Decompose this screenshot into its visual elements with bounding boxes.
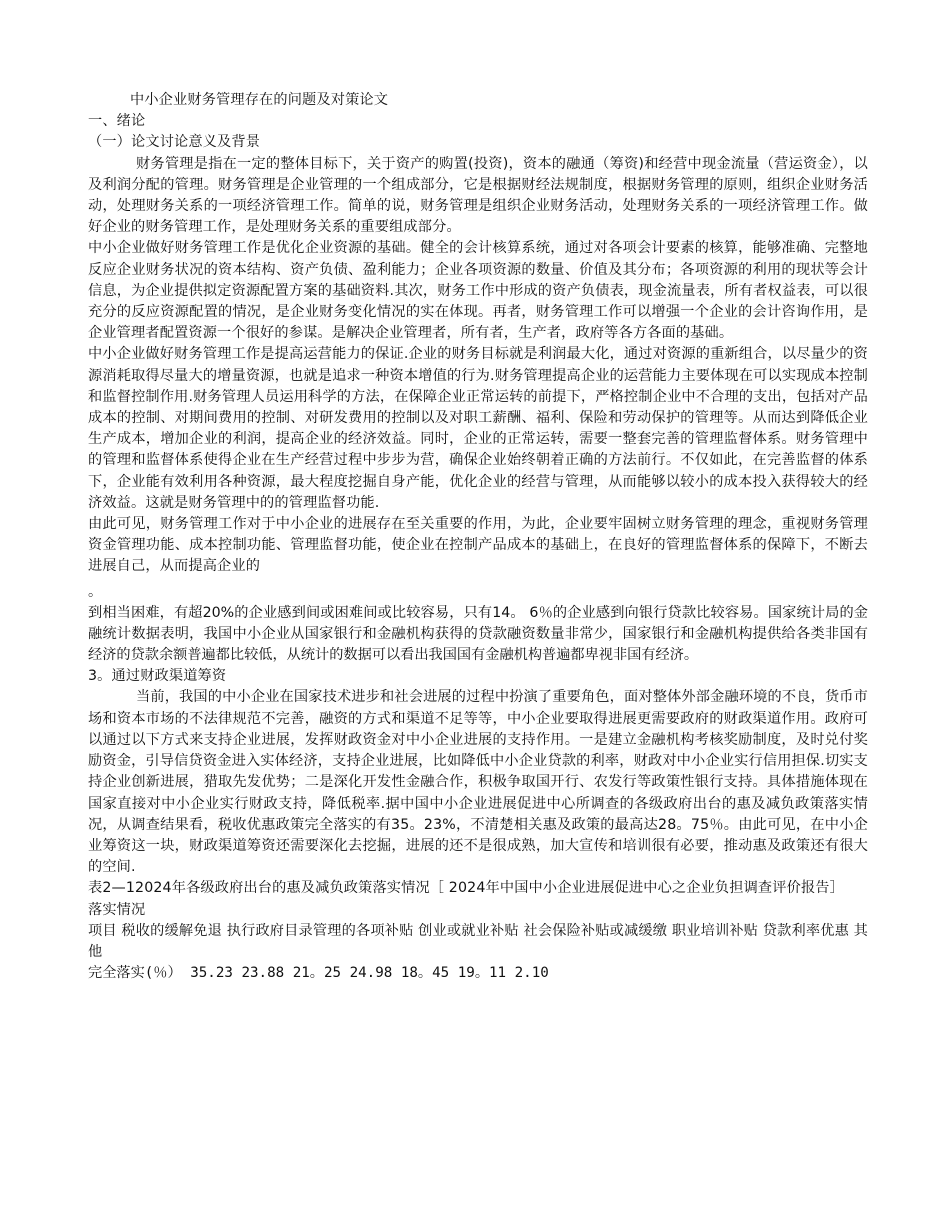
paragraph-3: 中小企业做好财务管理工作是提高运营能力的保证.企业的财务目标就是利润最大化，通过对资源的重新组合，以尽量少的资源消耗取得尽量大的增量资源，也就是追求一种资本增值的行为.财务管理提高企业的运营能力主要体现在可以实现成本控制和监督控制作用.财务管理人员运用科学的方法，在保障企业正常运转的前提下，严格控制企业中不合理的支出，包括对产品成本的控制、对期间费用的控制、对研发费用的控制以及对职工薪酬、福利、保险和劳动保护的管理等。从而达到降低企业生产成本，增加企业的利润，提高企业的经济效益。同时，企业的正常运转，需要一整套完善的管理监督体系。财务管理中的管理和监督体系使得企业在生产经营过程中步步为营，确保企业始终朝着正确的方法前行。不仅如此，在完善监督的体系下，企业能有效利用各种资源，最大程度挖掘自身产能，优化企业的经营与管理，从而能够以较小的成本投入获得较大的经济效益。这就是财务管理中的的管理监督功能. <box>88 346 868 511</box>
table-caption: 表2—12024年各级政府出台的惠及减负政策落实情况［ 2024年中国中小企业进展促进中心之企业负担调查评价报告］ <box>88 880 844 897</box>
document-title: 中小企业财务管理存在的问题及对策论文 <box>130 92 389 108</box>
paragraph-4: 由此可见，财务管理工作对于中小企业的进展存在至关重要的作用，为此，企业要牢固树立财务管理的理念，重视财务管理资金管理功能、成本控制功能、管理监督功能，使企业在控制产品成本的基础上，在良好的管理监督体系的保障下，不断去进展自己，从而提高企业的 <box>88 516 868 575</box>
paragraph-1: 财务管理是指在一定的整体目标下，关于资产的购置(投资)，资本的融通（筹资)和经营中现金流量（营运资金），以及利润分配的管理。财务管理是企业管理的一个组成部分，它是根据财经法规制度，根据财务管理的原则，组织企业财务活动，处理财务关系的一项经济管理工作。简单的说，财务管理是组织企业财务活动，处理财务关系的一项经济管理工作。做好企业的财务管理工作，是处理财务关系的重要组成部分。 <box>88 155 868 236</box>
paragraph-2: 中小企业做好财务管理工作是优化企业资源的基础。健全的会计核算系统，通过对各项会计要素的核算，能够准确、完整地反应企业财务状况的资本结构、资产负债、盈利能力；企业各项资源的数量、价值及其分布；各项资源的利用的现状等会计信息，为企业提供拟定资源配置方案的基础资料.其次，财务工作中形成的资产负债表，现金流量表，所有者权益表，可以很充分的反应资源配置的情况，是企业财务变化情况的实在体现。再者，财务管理工作可以增强一个企业的会计咨询作用，是企业管理者配置资源一个很好的参谋。是解决企业管理者，所有者，生产者，政府等各方各面的基础。 <box>88 240 868 342</box>
document-page <box>88 90 868 984</box>
section-heading: 一、绪论 <box>88 113 146 130</box>
table-title: 落实情况 <box>88 901 146 918</box>
separator-dot: 。 <box>88 583 103 600</box>
subsection-heading: （一）论文讨论意义及背景 <box>88 134 261 151</box>
paragraph-5: 到相当困难，有超20%的企业感到间或困难间或比较容易，只有14。 6％的企业感到向银行贷款比较容易。国家统计局的金融统计数据表明，我国中小企业从国家银行和金融机构获得的贷款融资数量非常少，国家银行和金融机构提供给各类非国有经济的贷款余额普遍都比较低，从统计的数据可以看出我国国有金融机构普遍都卑视非国有经济。 <box>88 604 868 664</box>
subsection-heading-3: 3。通过财政渠道筹资 <box>88 668 227 685</box>
table-header-row: 项目 税收的缓解免退 执行政府目录管理的各项补贴 创业或就业补贴 社会保险补贴或减缓缴 职业培训补贴 贷款利率优惠 其他 <box>88 922 868 960</box>
paragraph-6: 当前，我国的中小企业在国家技术进步和社会进展的过程中扮演了重要角色，面对整体外部金融环境的不良，货币市场和资本市场的不法律规范不完善，融资的方式和渠道不足等等，中小企业要取得进展更需要政府的财政渠道作用。政府可以通过以下方式来支持企业进展，发挥财政资金对中小企业进展的支持作用。一是建立金融机构考核奖励制度，及时兑付奖励资金，引导信贷资金进入实体经济，支持企业进展，比如降低中小企业贷款的利率，财政对中小企业实行信用担保.切实支持企业创新进展，猎取先发优势；二是深化开发性金融合作，积极争取国开行、农发行等政策性银行支持。具体措施体现在国家直接对中小企业实行财政支持，降低税率.据中国中小企业进展促进中心所调查的各级政府出台的惠及减负政策落实情况，从调查结果看，税收优惠政策完全落实的有35。23%，不清楚相关惠及政策的最高达28。75％。由此可见，在中小企业筹资这一块，财政渠道筹资还需要深化去挖掘，进展的还不是很成熟，加大宣传和培训很有必要，推动惠及政策还有很大的空间. <box>88 689 868 876</box>
table-data-row: 完全落实(％） 35.23 23.88 21。25 24.98 18。45 19。11 2.10 <box>88 965 549 982</box>
